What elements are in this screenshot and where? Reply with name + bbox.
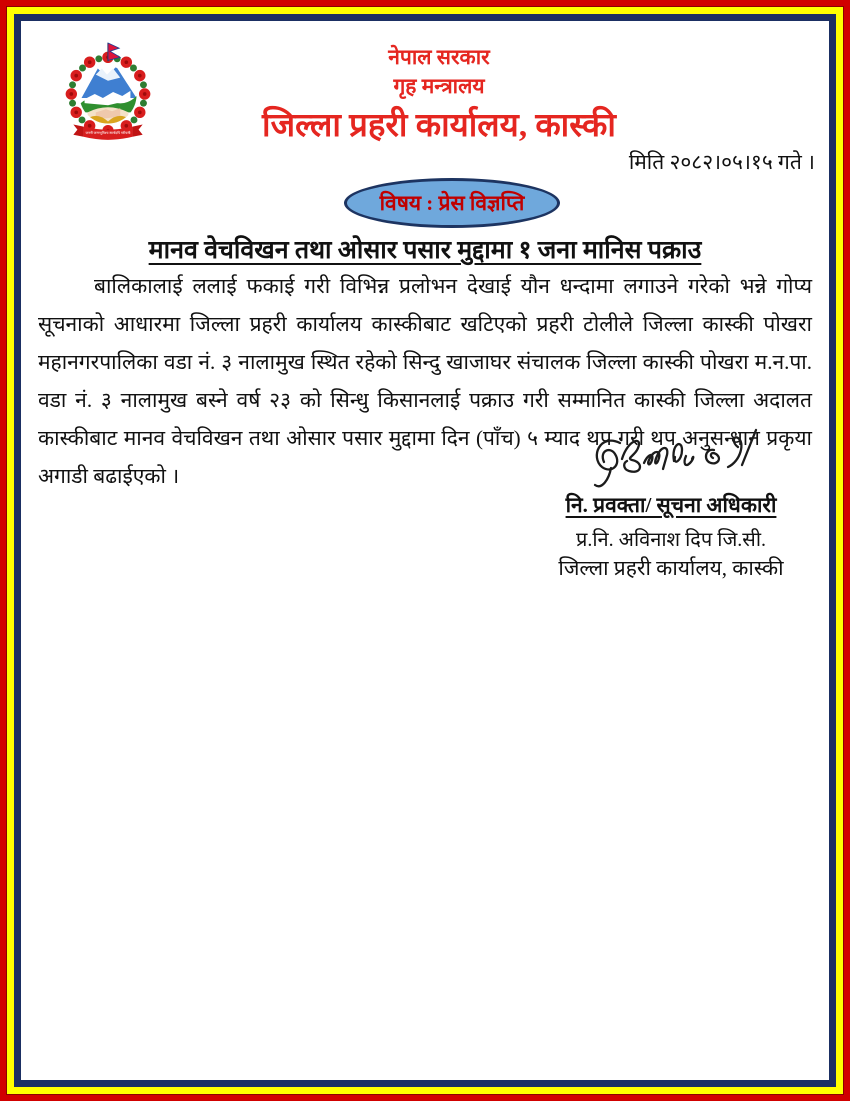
emblem-motto: जननी जन्मभूमिश्च स्वर्गादपि गरीयसी <box>85 131 131 136</box>
signatory-name: प्र.नि. अविनाश दिप जि.सी. <box>576 529 766 551</box>
document-content <box>21 21 829 1080</box>
date-line: मिति २०८२।०५।१५ गते । <box>628 150 815 174</box>
border-frame <box>6 6 844 1095</box>
subject-label: विषय : प्रेस विज्ञप्ति <box>379 191 525 215</box>
subject-badge <box>344 178 560 228</box>
press-release-title: मानव वेचविखन तथा ओसार पसार मुद्दामा १ जना मानिस पक्राउ <box>148 237 702 264</box>
government-name: नेपाल सरकार <box>388 45 490 69</box>
signatory-block <box>525 491 817 582</box>
signature-scribble-icon <box>586 421 771 499</box>
ministry-name: गृह मन्त्रालय <box>393 74 485 98</box>
office-name-header: जिल्ला प्रहरी कार्यालय, कास्की <box>262 108 616 144</box>
press-release-body: बालिकालाई ललाई फकाई गरी विभिन्न प्रलोभन देखाई यौन धन्दामा लगाउने गरेको भन्ने गोप्य सूचनाको आधारमा जिल्ला प्रहरी कार्यालय कास्कीबाट खटिएको प्रहरी टोलीले जिल्ला कास्की पोखरा महानगरपालिका वडा नं. ३ नालामुख स्थित रहेको सिन्दु खाजाघर संचालक जिल्ला कास्की पोखरा म.न.पा. वडा नं. ३ नालामुख बस्ने वर्ष २३ को सिन्धु किसानलाई पक्राउ गरी सम्मानित कास्की जिल्ला अदालत कास्कीबाट मानव वेचविखन तथा ओसार पसार मुद्दामा दिन (पाँच) ५ म्याद थप गरी थप अनुसन्धान प्रकृया अगाडी बढाईएको । <box>38 274 812 488</box>
border-frame-inner <box>14 14 836 1087</box>
signatory-office: जिल्ला प्रहरी कार्यालय, कास्की <box>558 556 784 580</box>
signatory-designation: नि. प्रवक्ता/ सूचना अधिकारी <box>565 493 777 517</box>
